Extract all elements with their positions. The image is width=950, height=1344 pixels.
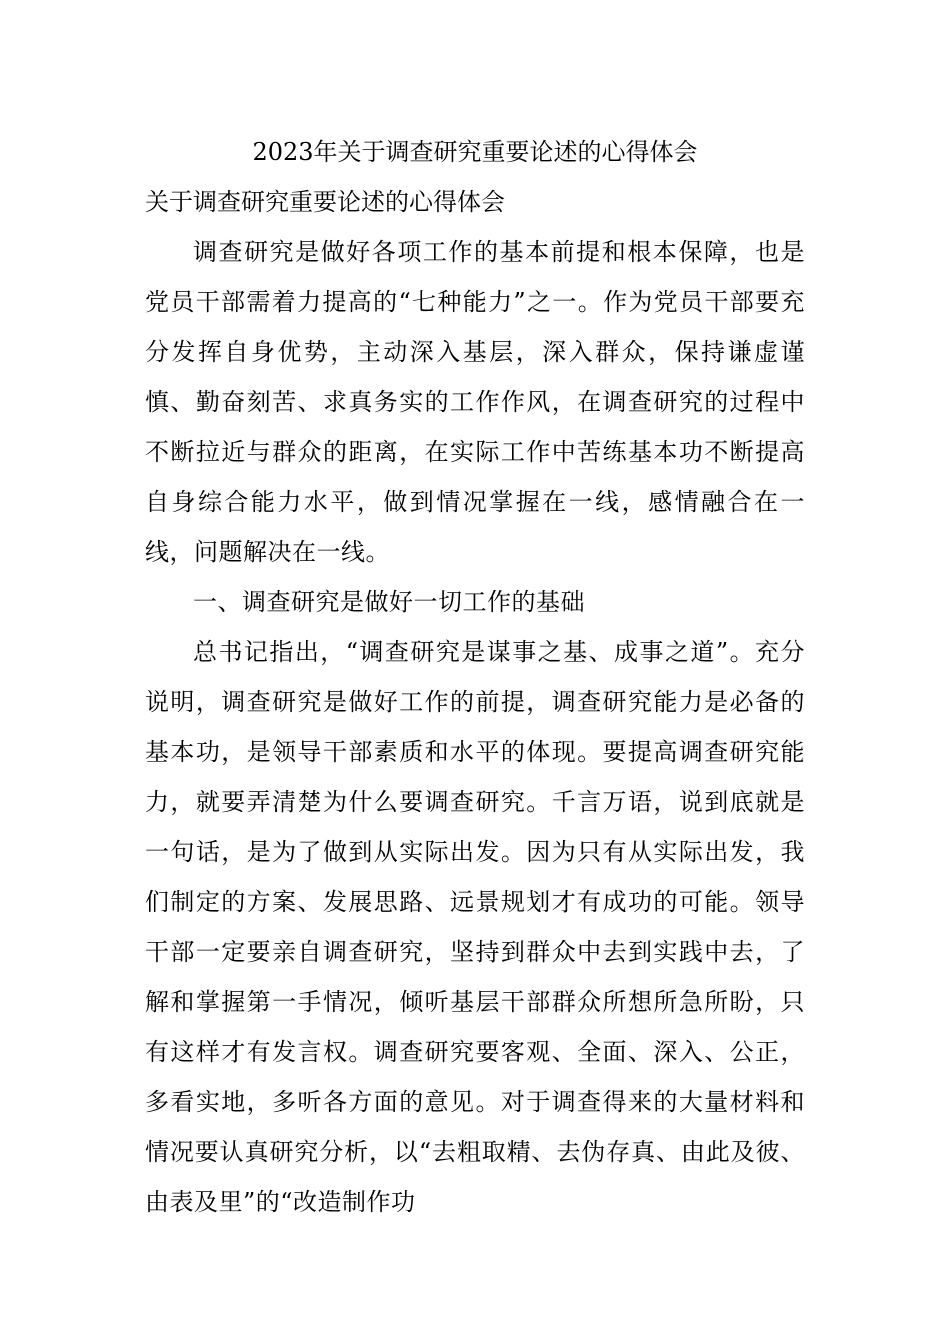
document-subtitle: 关于调查研究重要论述的心得体会: [145, 188, 505, 216]
document-page: [145, 127, 805, 1227]
document-title: 2023年关于调查研究重要论述的心得体会: [252, 138, 698, 166]
paragraph-intro: 调查研究是做好各项工作的基本前提和根本保障，也是党员干部需着力提高的“七种能力”之一。作为党员干部要充分发挥自身优势，主动深入基层，深入群众，保持谦虚谨慎、勤奋刻苦、求真务实的工作作风，在调查研究的过程中不断拉近与群众的距离，在实际工作中苦练基本功不断提高自身综合能力水平，做到情况掌握在一线，感情融合在一线，问题解决在一线。: [145, 238, 805, 566]
paragraph-section-1: 总书记指出，“调查研究是谋事之基、成事之道”。充分说明，调查研究是做好工作的前提，调查研究能力是必备的基本功，是领导干部素质和水平的体现。要提高调查研究能力，就要弄清楚为什么要调查研究。千言万语，说到底就是一句话，是为了做到从实际出发。因为只有从实际出发，我们制定的方案、发展思路、远景规划才有成功的可能。领导干部一定要亲自调查研究，坚持到群众中去到实践中去，了解和掌握第一手情况，倾听基层干部群众所想所急所盼，只有这样才有发言权。调查研究要客观、全面、深入、公正，多看实地，多听各方面的意见。对于调查得来的大量材料和情况要认真研究分析，以“去粗取精、去伪存真、由此及彼、由表及里”的“改造制作功: [145, 638, 805, 1216]
section-heading-1: 一、调查研究是做好一切工作的基础: [193, 588, 585, 616]
